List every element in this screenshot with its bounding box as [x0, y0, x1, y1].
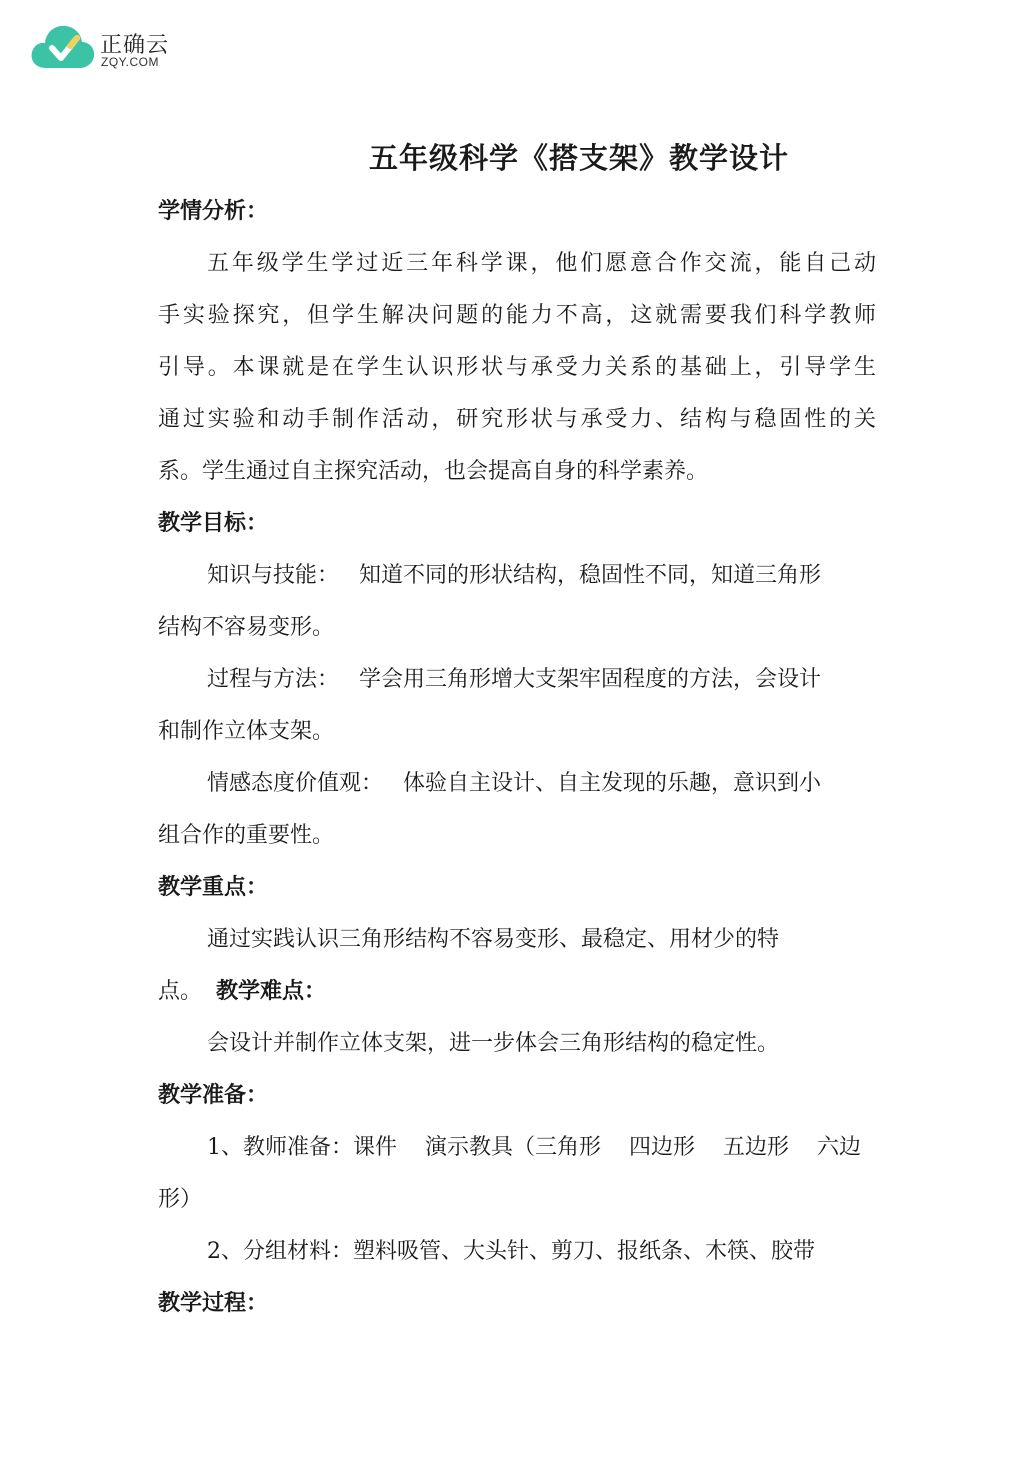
process-label: 过程与方法：: [207, 667, 340, 692]
key-points-cont: [158, 977, 326, 1007]
knowledge-line: [207, 561, 821, 591]
difficulties-heading: 教学难点：: [216, 979, 327, 1004]
process-text: 学会用三角形增大支架牢固程度的方法，会设计: [359, 667, 822, 692]
emotion-text: 体验自主设计、自主发现的乐趣，意识到小: [403, 771, 822, 796]
document-title: 五年级科学《搭支架》教学设计: [368, 141, 789, 175]
analysis-heading: 学情分析：: [158, 199, 269, 224]
key-points-line: 通过实践认识三角形结构不容易变形、最稳定、用材少的特: [207, 927, 780, 952]
key-points-heading: 教学重点：: [158, 875, 269, 900]
teacher-prep-prefix: 1、教师准备：课件: [207, 1135, 397, 1160]
goals-heading: 教学目标：: [158, 511, 269, 536]
analysis-line: 手实验探究，但学生解决问题的能力不高，这就需要我们科学教师: [158, 303, 876, 328]
process-line-cont: 和制作立体支架。: [158, 719, 335, 744]
teacher-prep-cont: 形）: [158, 1187, 203, 1212]
emotion-line-cont: 组合作的重要性。: [158, 823, 335, 848]
emotion-label: 情感态度价值观：: [207, 771, 384, 796]
analysis-line: 五年级学生学过近三年科学课，他们愿意合作交流，能自己动: [207, 251, 876, 276]
teacher-prep-line: [207, 1133, 861, 1163]
preparation-heading: 教学准备：: [158, 1083, 269, 1108]
teacher-prep-item: 五边形: [723, 1135, 790, 1160]
emotion-line: [207, 769, 821, 799]
group-materials-line: 2、分组材料：塑料吸管、大头针、剪刀、报纸条、木筷、胶带: [207, 1239, 815, 1264]
zqy-logo: [30, 22, 200, 74]
knowledge-line-cont: 结构不容易变形。: [158, 615, 335, 640]
knowledge-label: 知识与技能：: [207, 563, 340, 588]
teacher-prep-item: 演示教具（三角形: [425, 1135, 602, 1160]
analysis-line: 系。学生通过自主探究活动，也会提高自身的科学素养。: [158, 459, 709, 484]
process-line: [207, 665, 821, 695]
key-points-line-end: 点。: [158, 979, 203, 1004]
process-heading: 教学过程：: [158, 1291, 269, 1316]
cloud-check-icon: [30, 22, 96, 72]
knowledge-text: 知道不同的形状结构，稳固性不同，知道三角形: [359, 563, 822, 588]
analysis-line: 引导。本课就是在学生认识形状与承受力关系的基础上，引导学生: [158, 355, 876, 380]
teacher-prep-item: 四边形: [629, 1135, 696, 1160]
logo-name: 正确云: [100, 33, 170, 58]
teacher-prep-item: 六边: [817, 1135, 862, 1160]
difficulties-line: 会设计并制作立体支架，进一步体会三角形结构的稳定性。: [207, 1031, 780, 1056]
logo-url: ZQY.COM: [101, 55, 159, 69]
analysis-line: 通过实验和动手制作活动，研究形状与承受力、结构与稳固性的关: [158, 407, 876, 432]
